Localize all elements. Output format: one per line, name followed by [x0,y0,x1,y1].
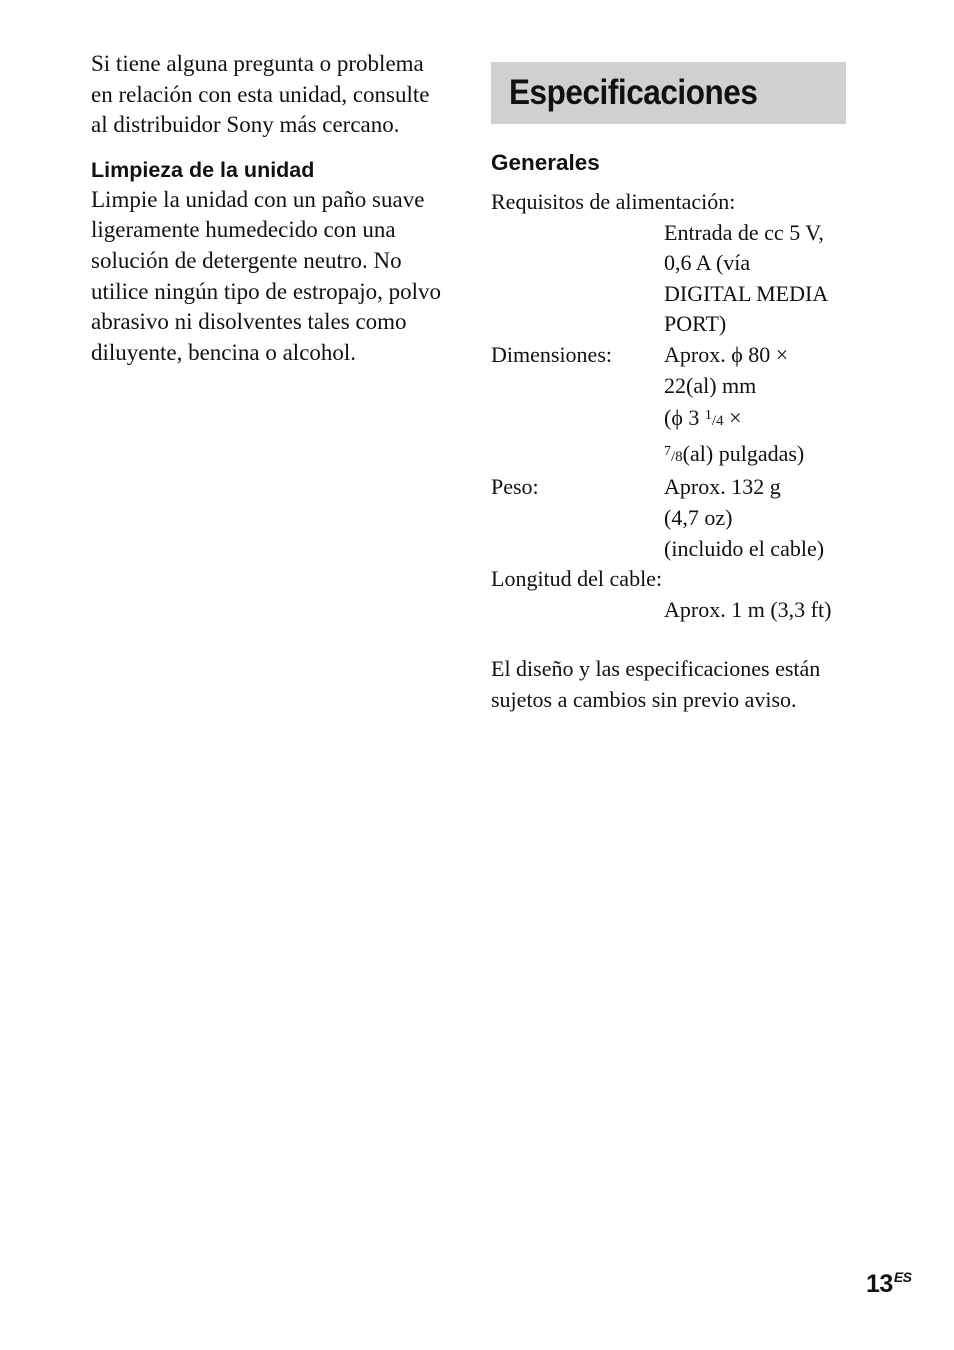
section-banner [491,62,846,124]
spec-value-line: PORT) [664,311,727,337]
spec-value [664,340,861,472]
fraction-denominator: 4 [716,413,724,430]
spec-cable-length [491,564,861,625]
fraction-numerator: 1 [704,408,712,424]
spec-label: Requisitos de alimentación: [491,189,736,214]
page-number [866,1270,912,1299]
spec-value-line: 22(al) mm [664,372,757,398]
fraction-numerator: 7 [664,443,671,459]
spec-value-line: Entrada de cc 5 V, [664,219,824,245]
left-column [91,49,443,368]
fraction-slash: / [671,448,676,465]
spec-label: Longitud del cable: [491,566,663,592]
right-column [491,62,861,716]
subsection-title: Generales [491,150,600,175]
spec-value [664,218,861,340]
spec-value-line: (4,7 oz) [664,504,733,530]
spec-value-line: Aprox. 1 m (3,3 ft) [664,596,832,622]
section-title: Especificaciones [509,73,758,112]
cleaning-paragraph: Limpie la unidad con un paño suave ligeramente humedecido con una solución de detergente neutro. No utilice ningún tipo de estropajo, polvo abrasivo ni disolventes tales como diluyente, bencina o alcohol. [91,186,442,365]
spec-value-line: Aprox. 132 g [664,474,781,500]
spec-value-line: Aprox. ϕ 80 × [664,341,789,367]
page-language-code: ES [893,1269,912,1285]
cleaning-heading: Limpieza de la unidad [91,157,315,182]
spec-value-line: DIGITAL MEDIA [664,280,829,306]
spec-value-line: (incluido el cable) [664,535,825,561]
spec-value-line: 0,6 A (vía [664,250,751,276]
fraction-denominator: 8 [675,448,683,465]
spec-power-requirements [491,187,861,340]
specifications-note: El diseño y las especificaciones están sujetos a cambios sin previo aviso. [491,656,821,712]
spec-value-line-imperial [664,401,861,437]
intro-paragraph: Si tiene alguna pregunta o problema en relación con esta unidad, consulte al distribuidor Sony más cercano. [91,51,430,138]
spec-label: Dimensiones: [491,341,612,367]
imperial-suffix: (al) pulgadas) [682,440,805,466]
imperial-mid: × [723,405,742,431]
spec-value [664,472,861,564]
fraction-slash: / [711,413,717,430]
spec-label: Peso: [491,474,539,500]
imperial-prefix: (ϕ 3 [664,405,705,431]
page-number-value: 13 [866,1270,893,1298]
spec-weight [491,472,861,564]
spec-value-line-imperial [664,437,861,473]
spec-dimensions [491,340,861,472]
spec-value [664,595,861,626]
